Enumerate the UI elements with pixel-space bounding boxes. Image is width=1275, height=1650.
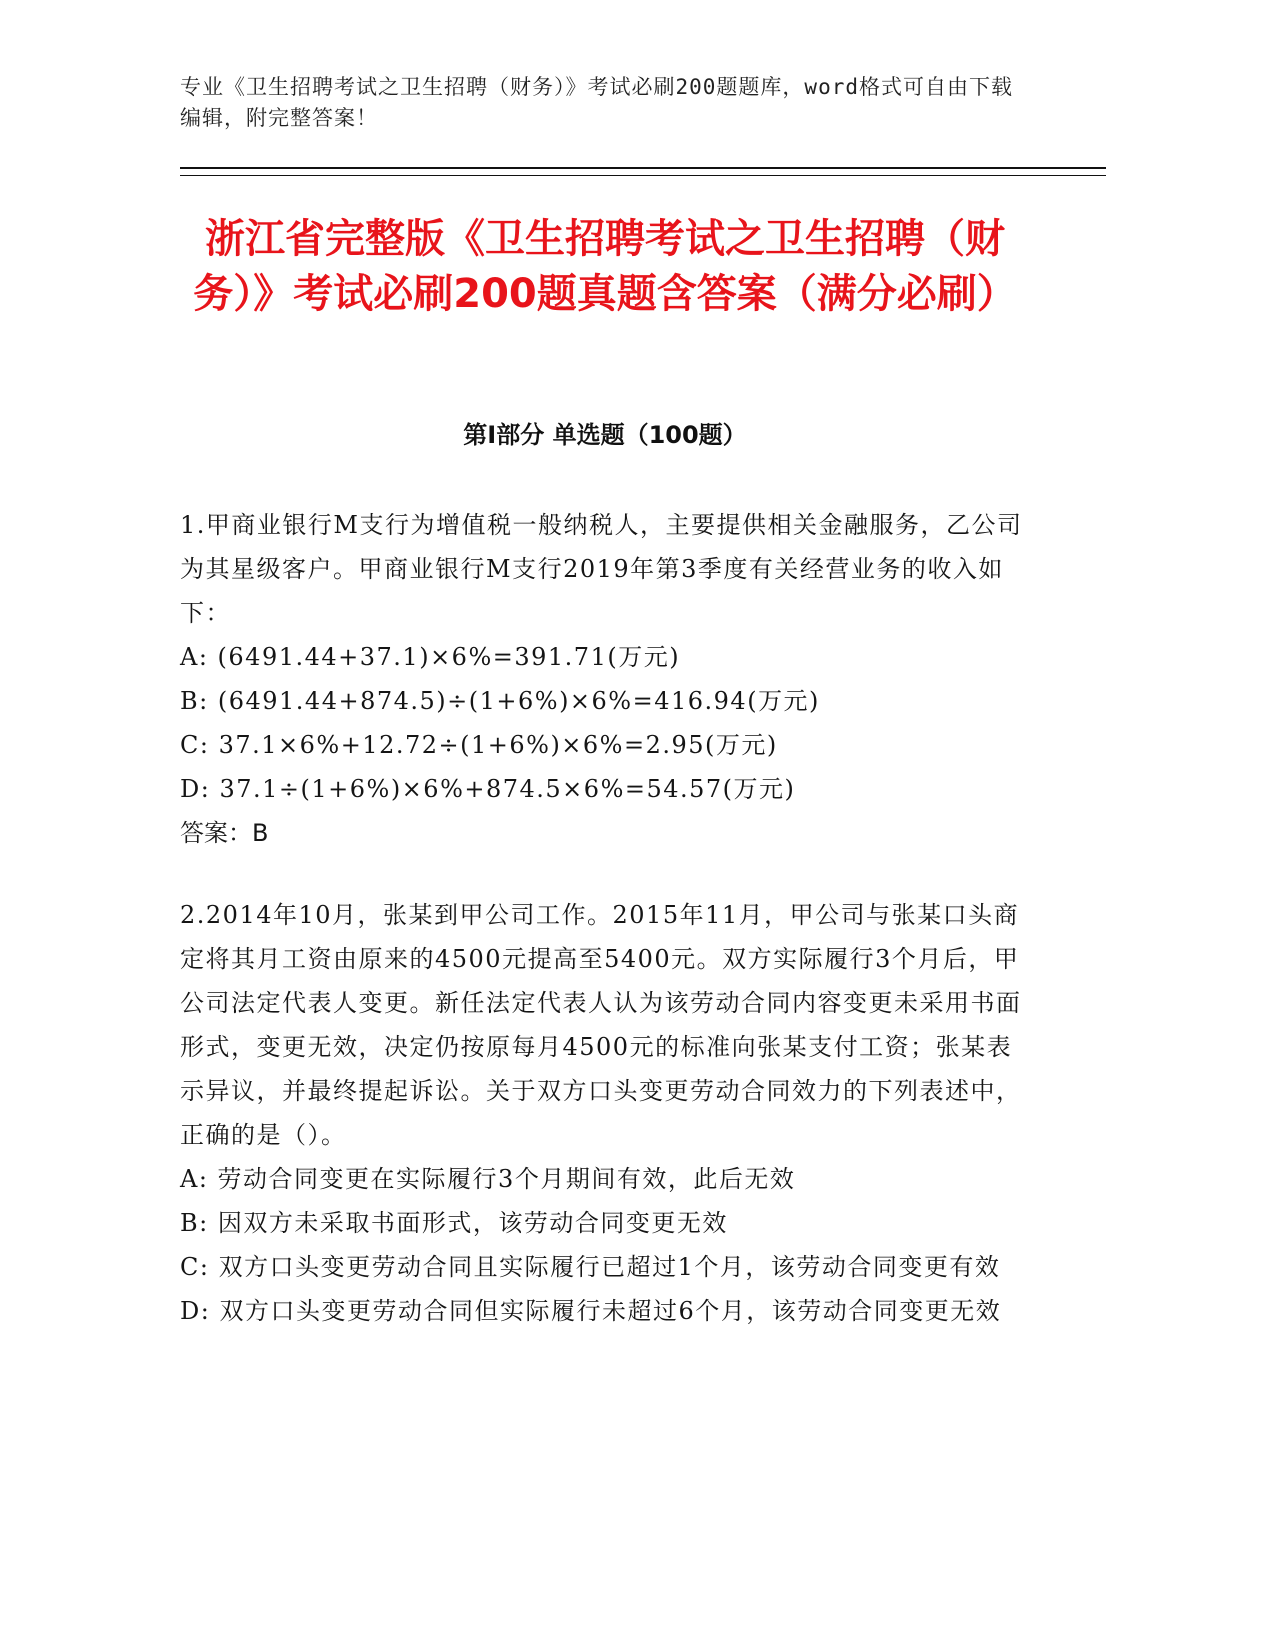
section-title: 第Ⅰ部分 单选题（100题） — [463, 421, 747, 449]
option-a: A: (6491.44+37.1)×6%=391.71(万元) — [180, 643, 681, 671]
answer-text: 答案：B — [180, 819, 269, 847]
header-divider-thick — [180, 167, 1106, 169]
option-b: B: 因双方未采取书面形式，该劳动合同变更无效 — [180, 1209, 728, 1237]
question-stem: 1.甲商业银行M支行为增值税一般纳税人，主要提供相关金融服务，乙公司为其星级客户。甲商业银行M支行2019年第3季度有关经营业务的收入如下： — [180, 511, 1023, 627]
question-1 — [180, 503, 1030, 855]
option-a: A: 劳动合同变更在实际履行3个月期间有效，此后无效 — [180, 1165, 796, 1193]
header-divider-thin — [180, 175, 1106, 176]
option-d: D: 双方口头变更劳动合同但实际履行未超过6个月，该劳动合同变更无效 — [180, 1297, 1002, 1325]
option-b: B: (6491.44+874.5)÷(1+6%)×6%=416.94(万元) — [180, 687, 820, 715]
question-2 — [180, 893, 1030, 1333]
option-c: C: 37.1×6%+12.72÷(1+6%)×6%=2.95(万元) — [180, 731, 778, 759]
header-note: 专业《卫生招聘考试之卫生招聘（财务）》考试必刷200题题库，word格式可自由下载编辑，附完整答案！ — [180, 75, 1013, 130]
document-title: 浙江省完整版《卫生招聘考试之卫生招聘（财务）》考试必刷200题真题含答案（满分必刷） — [193, 216, 1017, 317]
option-c: C: 双方口头变更劳动合同且实际履行已超过1个月，该劳动合同变更有效 — [180, 1253, 1001, 1281]
option-d: D: 37.1÷(1+6%)×6%+874.5×6%=54.57(万元) — [180, 775, 796, 803]
question-stem: 2.2014年10月，张某到甲公司工作。2015年11月，甲公司与张某口头商定将其月工资由原来的4500元提高至5400元。双方实际履行3个月后，甲公司法定代表人变更。新任法定代表人认为该劳动合同内容变更未采用书面形式，变更无效，决定仍按原每月4500元的标准向张某支付工资；张某表示异议，并最终提起诉讼。关于双方口头变更劳动合同效力的下列表述中，正确的是（）。 — [180, 901, 1022, 1149]
